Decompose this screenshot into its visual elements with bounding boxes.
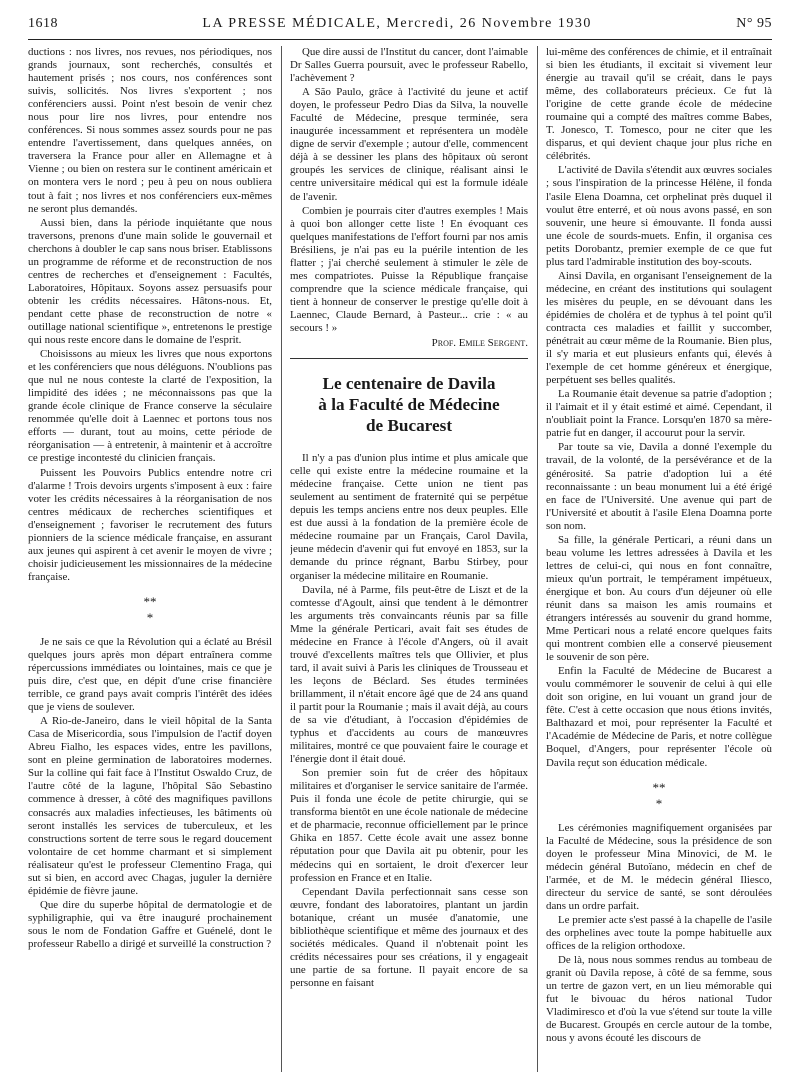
paragraph: L'activité de Davila s'étendit aux œuvres sociales ; sous l'inspiration de la princesse Hélène, il fonda l'asile Elena Doamna, cet orphelinat près duquel il voulut être enterré, et où nous avons passé, en son souvenir, une heure si émouvante. Il fonda aussi une école de sourds-muets. Enfin, il organisa ces petits Dorobantz, premier exemple de ce que fut plus tard l'admirable institution des boy-scouts. xyxy=(546,164,772,268)
article-title-line: à la Faculté de Médecine xyxy=(318,395,500,415)
column-1 xyxy=(28,46,272,1072)
column-divider xyxy=(281,46,282,1072)
column-2 xyxy=(290,46,528,1072)
author-signature: Prof. Emile Sergent. xyxy=(431,337,528,350)
article-title xyxy=(290,373,528,436)
paragraph: ductions : nos livres, nos revues, nos périodiques, nos grands journaux, sont recherchés, consultés et hautement prisés ; nos cours, nos conférences sont suivis, sollicités. Nos livres s'exportent ; nos conférenciers aussi. Point n'est besoin de venir chez nous pour lire nos livres, pour entendre nos conférences. Si nous sommes assez sourds pour ne pas entendre l'avertissement, dans quelques années, on traversera la France pour aller en Allemagne et à Vienne ; ou bien on restera sur le continent américain et on montera vers le nord ; peu à peu on nous oubliera tout à fait ; nos livres et nos conférenciers eux-mêmes ne seront plus demandés. xyxy=(28,46,272,215)
paragraph: Combien je pourrais citer d'autres exemples ! Mais à quoi bon allonger cette liste ! En évoquant ces quelques manifestations de l'effort fourni par nos amis Brésiliens, je n'ai pas eu la puérile intention de les flatter ; j'ai cherché seulement à stimuler le zèle de mes compatriotes. Puisse la République française comprendre que la science médicale française, qui tient à honneur de conserver le prestige qu'elle doit à Laennec, Claude Bernard, à Pasteur... crie : « au secours ! » xyxy=(290,204,528,334)
paragraph: lui-même des conférences de chimie, et il entraînait si bien les étudiants, il excitait si vivement leur énergie au travail qu'il se créait, dans le pays même, des collaborateurs précieux. Ce fut là l'origine de cette grande école de médecine roumaine qui a compté des maîtres comme Babes, T. Jonesco, T. Tomesco, pour ne citer que les disparus, et qui devient chaque jour plus riche en célébrités. xyxy=(546,46,772,163)
paragraph: Sa fille, la générale Perticari, a réuni dans un beau volume les lettres adressées à Davila et les lettres de celui-ci, qui nous en font connaître, mieux qu'un portrait, le tempérament impétueux, énergique et bon. Au cours d'un déjeuner où elle réunit dans sa maison les amis roumains et étrangers intéressés au souvenir du grand homme, Mme Perticari nous a relaté encore quelques faits qui montrent combien elle a conservé pieusement le souvenir de son père. xyxy=(546,533,772,664)
article-title-line: de Bucarest xyxy=(365,416,453,436)
paragraph: A São Paulo, grâce à l'activité du jeune et actif doyen, le professeur Pedro Dias da Silva, la nouvelle Faculté de Médecine, presque terminée, sera inaugurée incessamment et représentera un modèle digne de servir d'exemple ; autour d'elle, commencent déjà à se dessiner les plans des hôpitaux où seront groupés les services de clinique, réalisant ainsi le centre universitaire médical qui est la formule idéale de l'avenir. xyxy=(290,86,528,203)
header-rule xyxy=(28,39,772,40)
paragraph: Je ne sais ce que la Révolution qui a éclaté au Brésil quelques jours après mon départ entraînera comme répercussions immédiates ou lointaines, mais ce que je puis dire, c'est que, en dépit d'une crise financière terrible, ce grand pays avait compris l'intérêt des idées que je viens de soulever. xyxy=(28,635,272,714)
paragraph: Que dire aussi de l'Institut du cancer, dont l'aimable Dr Salles Guerra poursuit, avec le professeur Rabello, l'achèvement ? xyxy=(290,46,528,85)
paragraph: Les cérémonies magnifiquement organisées par la Faculté de Médecine, sous la présidence de son doyen le professeur Mina Minovici, de M. le médecin général Butoïano, médecin en chef de l'armée, et de M. le médecin général Iliesco, directeur du service de santé, se sont déroulées dans un ordre parfait. xyxy=(546,821,772,912)
paragraph: Ainsi Davila, en organisant l'enseignement de la médecine, en créant des institutions qui soulagent les misères du peuple, en se dévouant dans les épidémies de choléra et de typhus à tel point qu'il contracta ces maladies et faillit y succomber, pénétrait au cœur même de la Roumanie. Bien plus, il s'y maria et eut plusieurs enfants qui, élevés à l'exemple de cet homme généreux et énergique, perpétuent ses belles qualités. xyxy=(546,269,772,387)
paragraph: La Roumanie était devenue sa patrie d'adoption ; il l'aimait et il y était estimé et aimé. Cependant, il n'oubliait point la France. Lorsqu'en 1870 sa mère-patrie fut en danger, il accourut pour la servir. xyxy=(546,388,772,440)
paragraph: Son premier soin fut de créer des hôpitaux militaires et d'organiser le service sanitaire de l'armée. Puis il fonda une école de petite chirurgie, qui se transforma bientôt en une école nationale de médecine et de pharmacie, reconnue officiellement par le prince Ghika en 1857. Cette école avait une assez bonne réputation pour que Davila ait pu obtenir, pour les médecins qui en sortaient, le droit d'exercer leur profession en France et en Italie. xyxy=(290,767,528,884)
paragraph: Aussi bien, dans la période inquiétante que nous traversons, prenons d'une main solide le gouvernail et cherchons à doubler le cap sans nous briser. Etablissons un programme de réforme et de reconstruction de nos centres de recherches et d'enseignement : Facultés, Laboratoires, Hôpitaux. Soyons assez persuasifs pour obtenir les crédits nécessaires. Hâtons-nous. Et, pendant cette phase de reconstruction de notre « outillage national scientifique », entretenons le prestige qui nous reste encore dans le domaine de l'esprit. xyxy=(28,216,272,347)
paragraph: Le premier acte s'est passé à la chapelle de l'asile des orphelines avec toute la pompe habituelle aux offices de la religion orthodoxe. xyxy=(546,913,772,952)
paragraph: Il n'y a pas d'union plus intime et plus amicale que celle qui existe entre la médecine roumaine et la médecine française. Cette union ne tient pas seulement au sentiment de fraternité qui se perpétue depuis les temps anciens entre nos deux peuples. Elle est due aussi à la fondation de la première école de médecine roumaine par un Français, Carol Davila, jeune médecin d'avenir qui fut envoyé en 1853, sur la demande du prince régnant, Barbu Stirbey, pour organiser la médecine militaire en Roumanie. xyxy=(290,452,528,582)
paragraph: Choisissons au mieux les livres que nous exportons et les conférenciers que nous déléguons. N'oublions pas que nul ne nous conteste la clarté de l'exposition, la limpidité des idées ; ne méconnaissons pas que la grande école clinique de France conserve la séculaire renommée qu'elle doit à Laennec et portons tous nos efforts — durant, tout au moins, cette période de réorganisation — à entretenir, à maintenir et à accroître ce prestige incontesté du clinicien français. xyxy=(28,348,272,465)
paragraph: Enfin la Faculté de Médecine de Bucarest a voulu commémorer le souvenir de celui à qui elle doit son origine, en lui vouant un grand jour de fête. C'est à cette occasion que nous étions invités, Balthazard et moi, pour représenter la Faculté et l'Académie de Médecine de Paris, et notre collègue Boquel, d'Angers, pour représenter l'école où Davila reçut son éducation médicale. xyxy=(546,665,772,769)
article-title-line: Le centenaire de Davila xyxy=(322,374,496,394)
journal-title: LA PRESSE MÉDICALE, Mercredi, 26 Novembre 1930 xyxy=(202,16,592,31)
column-divider xyxy=(537,46,538,1072)
paragraph: De là, nous nous sommes rendus au tombeau de granit où Davila repose, à côté de sa femme, sous un tertre de gazon vert, en un lieu mémorable qui fut le bivouac du héros national Tudor Vladimiresco et d'où la vue s'étend sur toute la ville de Bucarest. Groupés en cercle autour de la tombe, nous y avons écouté les discours de xyxy=(546,954,772,1045)
paragraph: Cependant Davila perfectionnait sans cesse son œuvre, fondant des laboratoires, plantant un jardin botanique, créant un musée d'anatomie, une bibliothèque scientifique et même des journaux et des sociétés médicales. Quand il n'obtenait point les crédits nécessaires pour ses créations, il y engageait une partie de sa fortune. Il payait encore de sa personne en faisant xyxy=(290,885,528,989)
section-separator: ** * xyxy=(652,779,666,811)
paragraph: Par toute sa vie, Davila a donné l'exemple du travail, de la volonté, de la persévérance et de la générosité. Sa patrie d'adoption lui a été reconnaissante : un beau monument lui a été érigé en face de l'Université. Une avenue qui part de l'Université et aboutit à l'asile Elena Doamna porte son nom. xyxy=(546,441,772,532)
page-number: 1618 xyxy=(28,16,58,31)
article-rule xyxy=(290,358,528,359)
column-3 xyxy=(546,46,772,1072)
page-header xyxy=(28,16,772,38)
paragraph: A Rio-de-Janeiro, dans le vieil hôpital de la Santa Casa de Misericordia, sous l'impulsion de l'actif doyen Abreu Fialho, les espaces vides, entre les pavillons, sont en pleine germination de laboratoires modernes. Sur la colline qui fait face à l'Institut Oswaldo Cruz, de l'autre côté de la lagune, l'hôpital São Sebastino commence à dresser, à côté des magnifiques pavillons consacrés aux maladies infectieuses, les bâtiments où seront installés les services de tuberculeux, et les constructions sortent de terre sous le regard doucement volontaire de cet homme charmant et si simplement réalisateur qu'est le professeur Clementino Fraga, qui sut si bien, en accord avec Chagas, juguler la dernière épidémie de fièvre jaune. xyxy=(28,715,272,897)
paragraph: Davila, né à Parme, fils peut-être de Liszt et de la comtesse d'Agoult, ainsi que tendent à le démontrer les arguments très convaincants réunis par sa fille Mme la générale Perticari, avait fait ses études de médecine en France à l'école d'Angers, où il avait trouvé d'excellents maîtres tels que Ollivier, et plus tard, il avait suivi à Paris les cliniques de Trousseau et les leçons de Béclard. Ses études terminées brillamment, il n'était encore âgé que de 24 ans quand il partit pour la Roumanie ; mais il avait déjà, au cours de sa vie d'étudiant, à l'occasion d'épidémies de typhus et d'accidents au cours de manœuvres militaires, montré ce que pouvaient faire le courage et l'énergie dont il était doué. xyxy=(290,583,528,766)
paragraph: Que dire du superbe hôpital de dermatologie et de syphiligraphie, qui va être inauguré prochainement sous le nom de Fondation Gaffre et Guénelé, dont le professeur Rabello a dirigé et surveillé la construction ? xyxy=(28,898,272,950)
issue-number: N° 95 xyxy=(736,16,772,31)
section-separator: ** * xyxy=(143,593,157,625)
paragraph: Puissent les Pouvoirs Publics entendre notre cri d'alarme ! Trois devoirs urgents s'imposent à eux : faire voter les crédits nécessaires à la réorganisation de nos centres médicaux de recherches scientifiques et d'enseignement ; favoriser le recrutement des futurs pionniers de la science médicale française, en assurant aux jeunes qui aspirent à cet avenir le moyen de vivre ; choisir judicieusement les missionnaires de la médecine française. xyxy=(28,466,272,583)
